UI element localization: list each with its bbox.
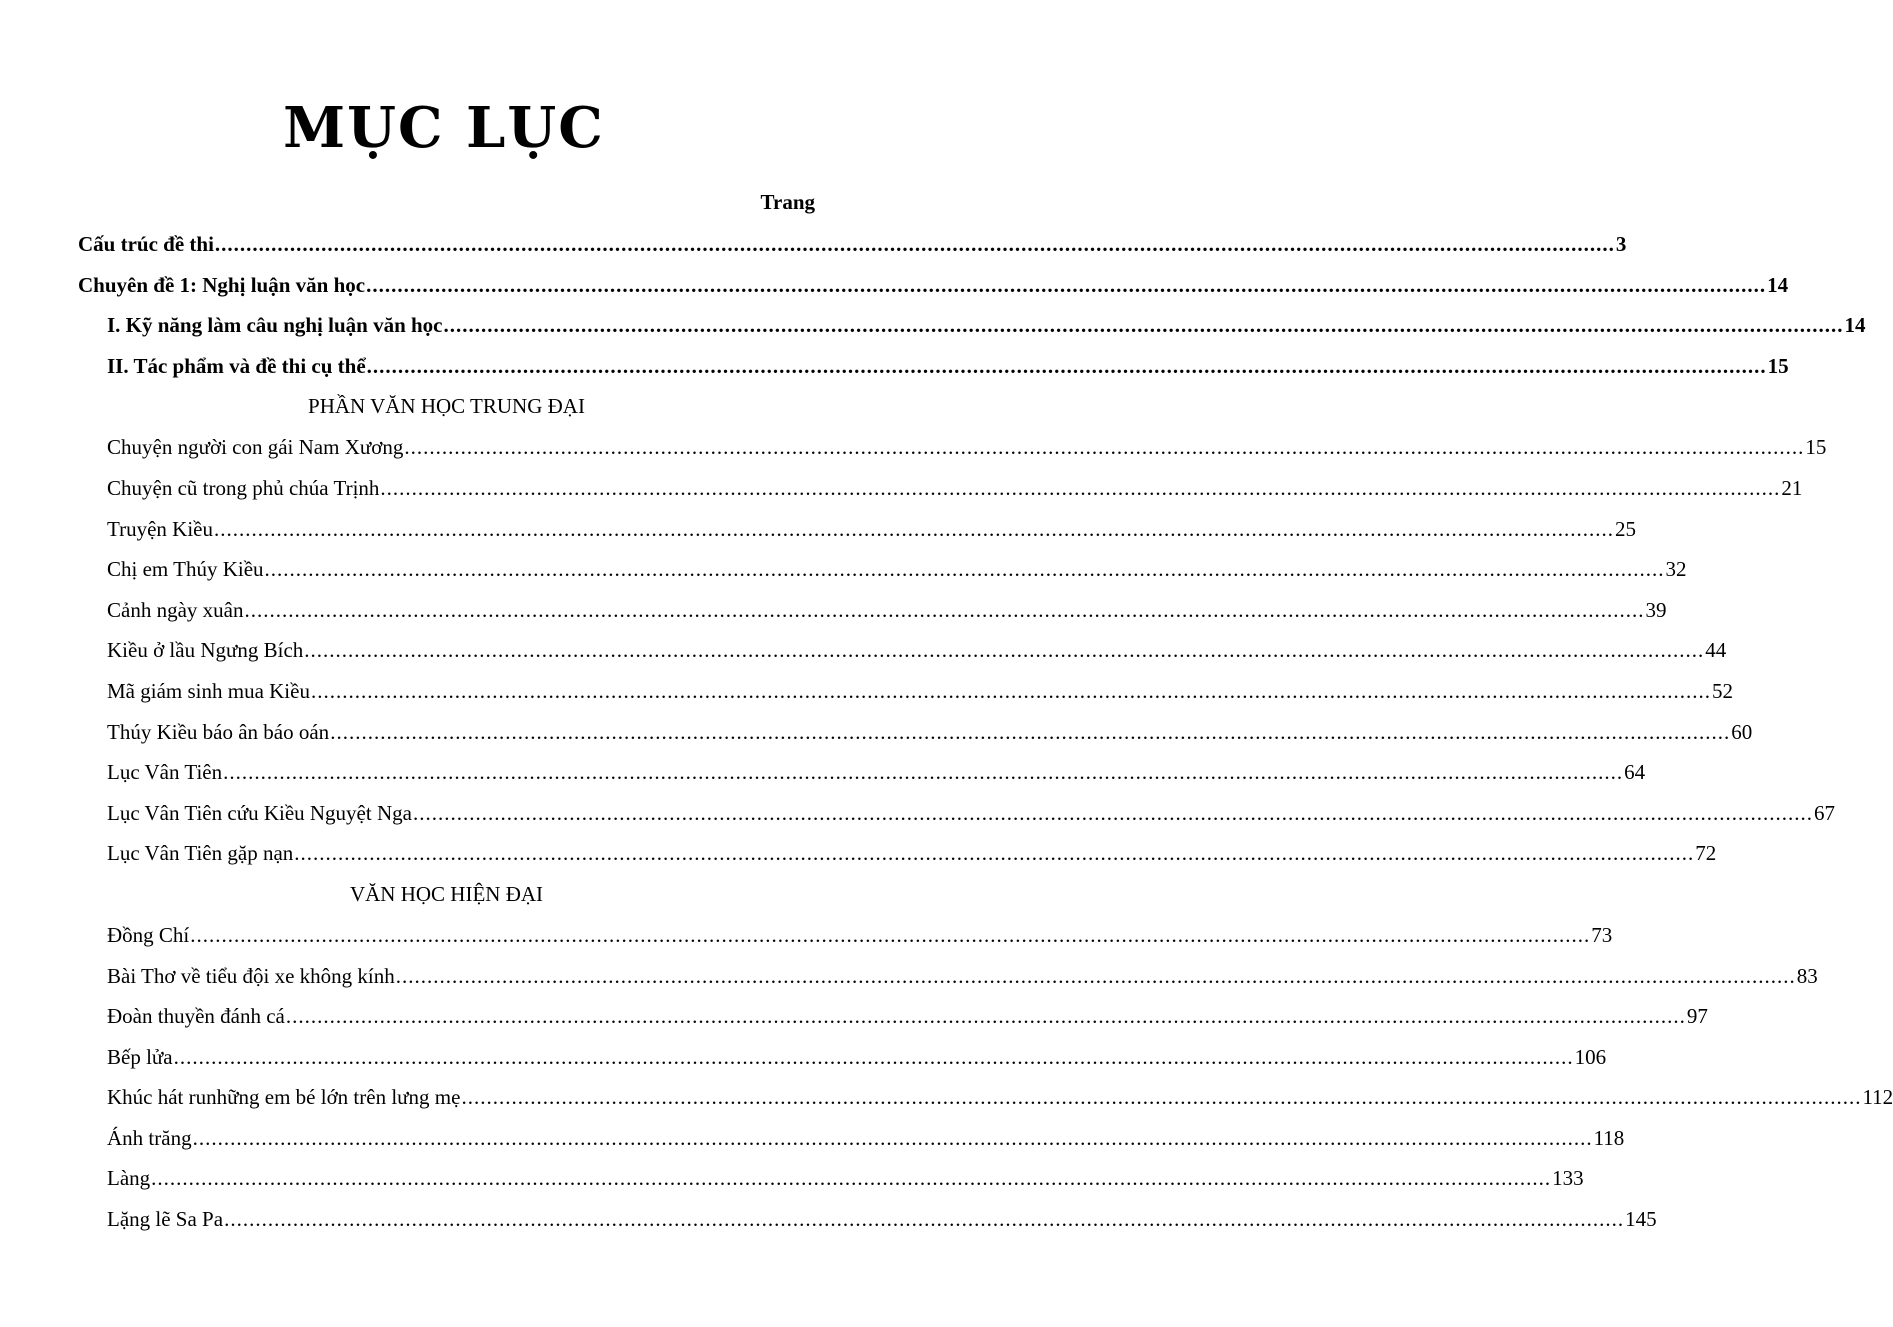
dot-leader: ................................................................................................................................................................................................................................ xyxy=(190,922,1591,947)
toc-entry-page: 44 xyxy=(1705,638,1727,663)
toc-entry-page: 83 xyxy=(1796,963,1818,988)
toc-entry-page: 52 xyxy=(1711,678,1733,703)
toc-entry-page: 72 xyxy=(1695,841,1717,866)
toc-entry-page: 97 xyxy=(1686,1004,1708,1029)
dot-leader: ................................................................................................................................................................................................................................ xyxy=(395,963,1796,988)
toc-entry-page: 32 xyxy=(1665,557,1687,582)
toc-entry-page: 60 xyxy=(1731,719,1753,744)
toc-entry-ky-nang[interactable] xyxy=(78,305,1866,346)
dot-leader: ................................................................................................................................................................................................................................ xyxy=(404,435,1805,460)
toc-entry-label: II. Tác phẩm và đề thi cụ thể xyxy=(107,353,366,378)
dot-leader: ................................................................................................................................................................................................................................ xyxy=(151,1166,1552,1191)
toc-entry-page: 64 xyxy=(1624,760,1646,785)
toc-entry-chuyen-de-1[interactable] xyxy=(78,265,1789,306)
toc-entry[interactable] xyxy=(78,1077,1893,1118)
toc-entry-label: Đồng Chí xyxy=(107,922,190,947)
toc-entry[interactable] xyxy=(78,427,1827,468)
dot-leader: ................................................................................................................................................................................................................................ xyxy=(443,313,1844,338)
dot-leader: ................................................................................................................................................................................................................................ xyxy=(380,475,1781,500)
toc-entry[interactable] xyxy=(78,671,1733,712)
dot-leader: ................................................................................................................................................................................................................................ xyxy=(192,1125,1593,1150)
toc-entry-label: Chuyện người con gái Nam Xương xyxy=(107,435,404,460)
toc-entry-cau-truc-de-thi[interactable] xyxy=(78,224,1627,265)
toc-entry[interactable] xyxy=(78,1158,1584,1199)
toc-entry-page: 15 xyxy=(1805,435,1827,460)
toc-entry-label: Lục Vân Tiên cứu Kiều Nguyệt Nga xyxy=(107,800,412,825)
toc-entry[interactable] xyxy=(78,509,1636,550)
toc-entry-page: 39 xyxy=(1645,597,1667,622)
toc-entry[interactable] xyxy=(78,1199,1657,1240)
toc-entry[interactable] xyxy=(78,956,1818,997)
toc-entry-label: Chuyên đề 1: Nghị luận văn học xyxy=(78,272,366,297)
toc-entry-label: Ánh trăng xyxy=(107,1125,192,1150)
dot-leader: ................................................................................................................................................................................................................................ xyxy=(214,232,1615,256)
toc-entry-page: 21 xyxy=(1781,475,1803,500)
toc-entry-label: Thúy Kiều báo ân báo oán xyxy=(107,719,330,744)
toc-entry-page: 112 xyxy=(1862,1085,1893,1110)
toc-entry[interactable] xyxy=(78,833,1717,874)
toc-entry[interactable] xyxy=(78,915,1613,956)
toc-entry-page: 14 xyxy=(1767,272,1789,297)
toc-entry[interactable] xyxy=(78,996,1708,1037)
toc-entry-label: Chuyện cũ trong phủ chúa Trịnh xyxy=(107,475,380,500)
toc-entry-page: 145 xyxy=(1625,1207,1657,1232)
toc-entry[interactable] xyxy=(78,793,1835,834)
dot-leader: ................................................................................................................................................................................................................................ xyxy=(304,638,1705,663)
toc-entry-label: Lục Vân Tiên gặp nạn xyxy=(107,841,294,866)
toc-entry-page: 15 xyxy=(1767,353,1789,378)
dot-leader: ................................................................................................................................................................................................................................ xyxy=(285,1004,1686,1029)
toc-entry-page: 25 xyxy=(1614,516,1636,541)
toc-entry-label: Bếp lửa xyxy=(107,1044,173,1069)
toc-entry[interactable] xyxy=(78,1118,1625,1159)
dot-leader: ................................................................................................................................................................................................................................ xyxy=(223,760,1624,785)
toc-entry-label: Kiều ở lầu Ngưng Bích xyxy=(107,638,304,663)
toc-entry-label: Bài Thơ về tiểu đội xe không kính xyxy=(107,963,395,988)
toc-entry-label: Truyện Kiều xyxy=(107,516,213,541)
dot-leader: ................................................................................................................................................................................................................................ xyxy=(366,272,1767,297)
toc-entry-page: 73 xyxy=(1591,922,1613,947)
section-heading-trung-dai: PHẦN VĂN HỌC TRUNG ĐẠI xyxy=(308,394,585,419)
table-of-contents xyxy=(78,180,1893,1240)
toc-entry-label: Chị em Thúy Kiều xyxy=(107,557,264,582)
toc-entry-label: I. Kỹ năng làm câu nghị luận văn học xyxy=(107,313,443,338)
page-title: MỤC LỤC xyxy=(283,95,605,161)
toc-entry-page: 106 xyxy=(1574,1044,1607,1069)
dot-leader: ................................................................................................................................................................................................................................ xyxy=(412,800,1813,825)
dot-leader: ................................................................................................................................................................................................................................ xyxy=(330,719,1731,744)
dot-leader: ................................................................................................................................................................................................................................ xyxy=(173,1044,1574,1069)
dot-leader: ................................................................................................................................................................................................................................ xyxy=(294,841,1695,866)
toc-entry-label: Lục Vân Tiên xyxy=(107,760,223,785)
toc-entry-label: Cấu trúc đề thi xyxy=(78,232,214,256)
dot-leader: ................................................................................................................................................................................................................................ xyxy=(244,597,1645,622)
toc-entry-page: 133 xyxy=(1552,1166,1584,1191)
toc-entry-page: 3 xyxy=(1615,232,1627,256)
toc-entry-label: Làng xyxy=(107,1166,151,1191)
toc-entry-label: Mã giám sinh mua Kiều xyxy=(107,678,310,703)
toc-entry-page: 14 xyxy=(1844,313,1866,338)
toc-entry[interactable] xyxy=(78,712,1753,753)
dot-leader: ................................................................................................................................................................................................................................ xyxy=(213,516,1614,541)
toc-entry[interactable] xyxy=(78,468,1803,509)
dot-leader: ................................................................................................................................................................................................................................ xyxy=(461,1085,1862,1110)
page-column-header: Trang xyxy=(760,190,815,214)
toc-entry-page: 118 xyxy=(1593,1125,1625,1150)
toc-entry[interactable] xyxy=(78,630,1727,671)
toc-entry-label: Cảnh ngày xuân xyxy=(107,597,244,622)
toc-entry-label: Khúc hát runhững em bé lớn trên lưng mẹ xyxy=(107,1085,461,1110)
section-heading-hien-dai: VĂN HỌC HIỆN ĐẠI xyxy=(349,881,544,906)
toc-entry[interactable] xyxy=(78,1037,1607,1078)
toc-entry[interactable] xyxy=(78,590,1667,631)
dot-leader: ................................................................................................................................................................................................................................ xyxy=(224,1207,1625,1232)
toc-entry-page: 67 xyxy=(1813,800,1835,825)
toc-entry[interactable] xyxy=(78,752,1646,793)
dot-leader: ................................................................................................................................................................................................................................ xyxy=(310,678,1711,703)
dot-leader: ................................................................................................................................................................................................................................ xyxy=(264,557,1665,582)
toc-entry-label: Lặng lẽ Sa Pa xyxy=(107,1207,224,1232)
toc-entry[interactable] xyxy=(78,549,1687,590)
toc-entry-label: Đoàn thuyền đánh cá xyxy=(107,1004,285,1029)
toc-entry-tac-pham[interactable] xyxy=(78,346,1789,387)
dot-leader: ................................................................................................................................................................................................................................ xyxy=(366,353,1767,378)
